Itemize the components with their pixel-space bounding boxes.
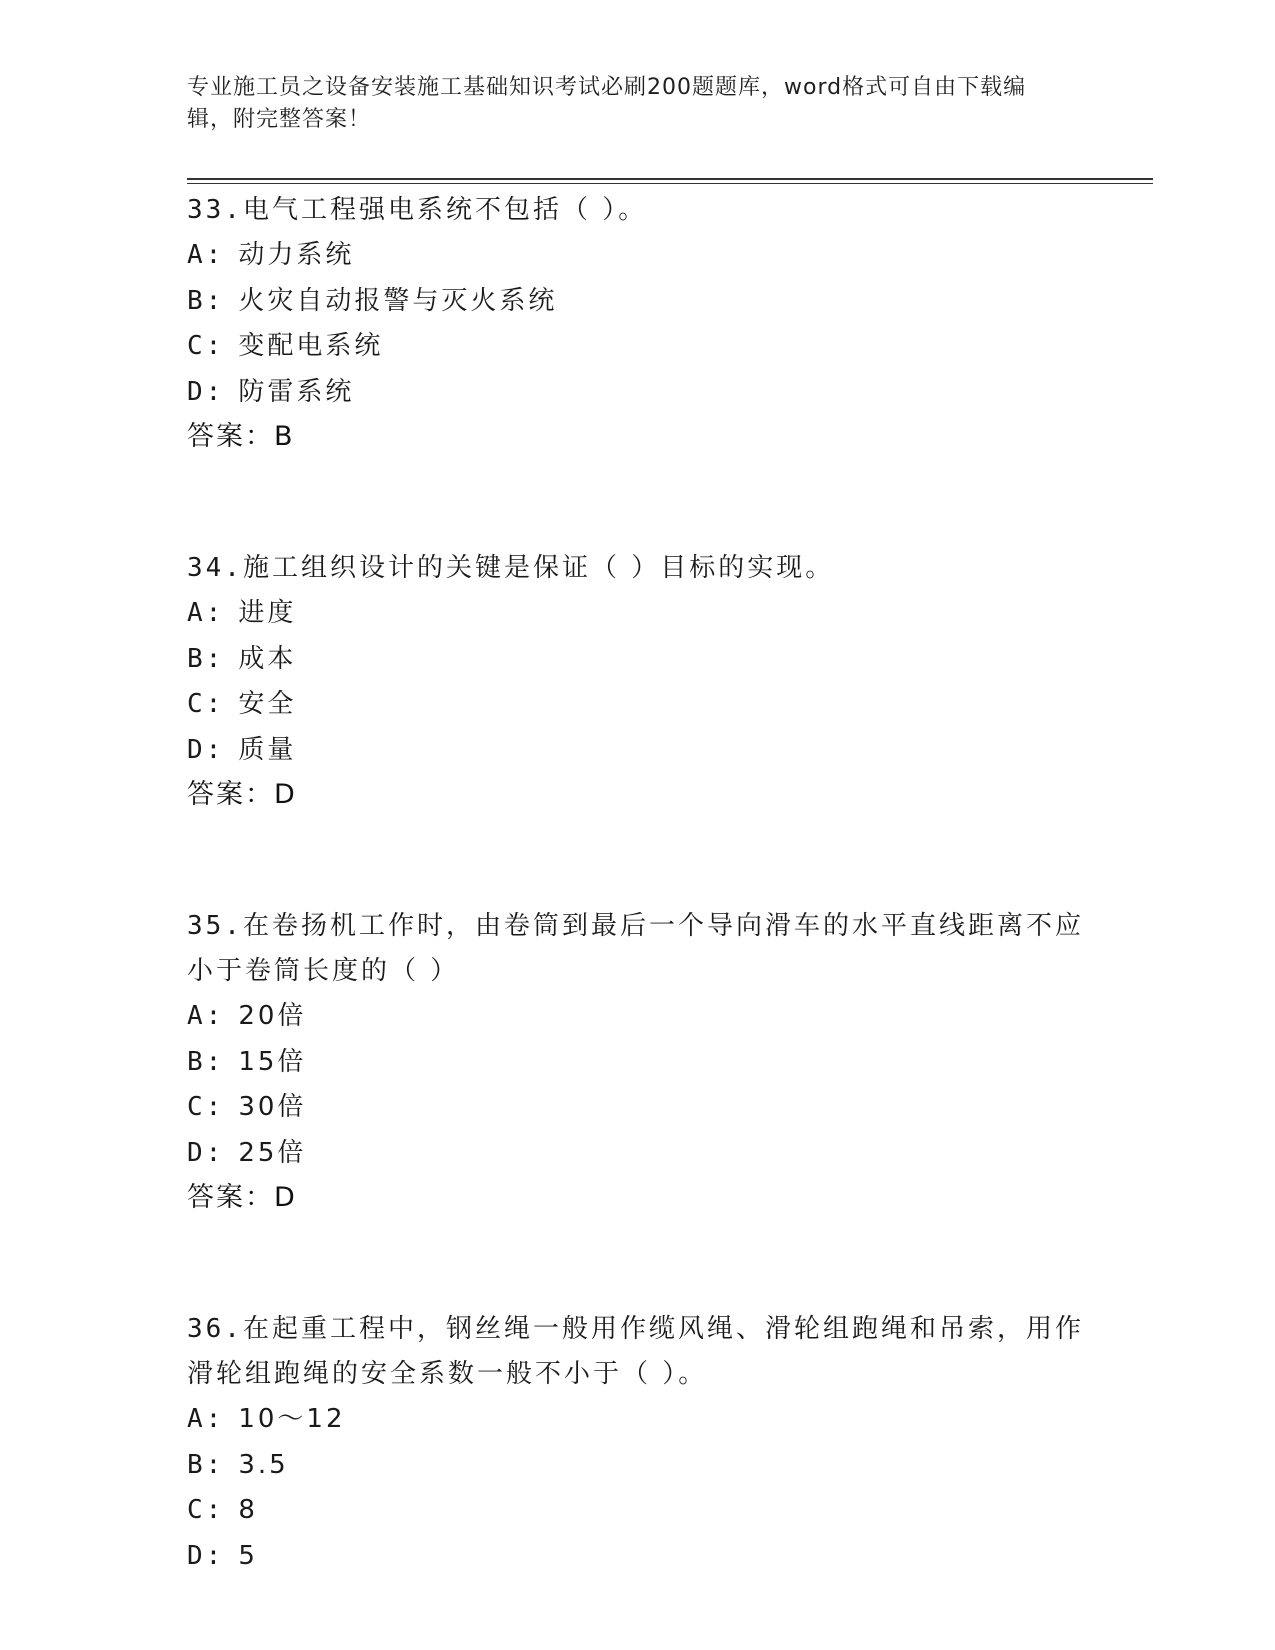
answer-line: 答案：D	[187, 1182, 297, 1213]
answer-line: 答案：D	[187, 779, 297, 810]
question-text: 在起重工程中，钢丝绳一般用作缆风绳、滑轮组跑绳和吊索，用作滑轮组跑绳的安全系数一般不小于（ ）。	[187, 1314, 1084, 1389]
option-text: 10～12	[238, 1404, 346, 1434]
header-rule-thick	[187, 178, 1153, 180]
question-list	[187, 188, 1087, 1579]
option-d	[187, 1131, 1087, 1177]
option-a	[187, 233, 1087, 279]
option-text: 火灾自动报警与灭火系统	[238, 285, 558, 316]
question-stem	[187, 546, 1087, 591]
option-key: A:	[187, 240, 225, 270]
question-stem	[187, 904, 1087, 994]
question-gap	[187, 817, 1087, 904]
question-gap	[187, 1220, 1087, 1307]
question-text: 电气工程强电系统不包括（ ）。	[242, 195, 648, 225]
option-c	[187, 1085, 1087, 1131]
option-key: B:	[187, 1449, 225, 1480]
option-c	[187, 1488, 1087, 1534]
option-a	[187, 994, 1087, 1040]
option-text: 20倍	[238, 1001, 307, 1031]
option-key: B:	[187, 285, 225, 316]
option-key: A:	[187, 1001, 225, 1031]
option-key: C:	[187, 1092, 225, 1122]
question-number: 33.	[187, 195, 243, 225]
option-key: A:	[187, 598, 225, 628]
option-key: C:	[187, 331, 225, 361]
question-number: 34.	[187, 553, 243, 583]
option-text: 25倍	[238, 1137, 307, 1168]
question-text: 施工组织设计的关键是保证（ ）目标的实现。	[242, 553, 835, 583]
header-rule-thin	[187, 183, 1153, 184]
option-d	[187, 370, 1087, 416]
option-text: 动力系统	[238, 240, 355, 270]
option-d	[187, 728, 1087, 774]
question-stem	[187, 188, 1087, 233]
option-text: 变配电系统	[238, 331, 384, 361]
option-b	[187, 279, 1087, 325]
question-gap	[187, 459, 1087, 546]
option-b	[187, 1443, 1087, 1489]
question-33	[187, 188, 1087, 459]
option-text: 防雷系统	[238, 376, 355, 407]
question-number: 36.	[187, 1314, 243, 1344]
option-text: 5	[238, 1540, 258, 1571]
question-34	[187, 546, 1087, 817]
question-stem	[187, 1307, 1087, 1397]
question-number: 35.	[187, 911, 243, 941]
option-key: D:	[187, 1137, 225, 1168]
question-36	[187, 1307, 1087, 1579]
option-key: C:	[187, 689, 225, 719]
option-c	[187, 682, 1087, 728]
option-key: A:	[187, 1404, 225, 1434]
option-text: 安全	[238, 689, 297, 719]
option-key: D:	[187, 1540, 225, 1571]
option-text: 15倍	[238, 1046, 307, 1077]
option-a	[187, 591, 1087, 637]
question-35	[187, 904, 1087, 1220]
question-text: 在卷扬机工作时，由卷筒到最后一个导向滑车的水平直线距离不应小于卷筒长度的（ ）	[187, 911, 1084, 986]
option-key: C:	[187, 1495, 225, 1525]
option-key: D:	[187, 734, 225, 765]
answer-line: 答案：B	[187, 421, 295, 452]
option-text: 8	[238, 1495, 258, 1525]
option-key: D:	[187, 376, 225, 407]
option-key: B:	[187, 1046, 225, 1077]
document-header: 专业施工员之设备安装施工基础知识考试必刷200题题库，word格式可自由下载编辑，附完整答案！	[187, 75, 1027, 132]
option-a	[187, 1397, 1087, 1443]
option-text: 成本	[238, 643, 297, 674]
option-b	[187, 637, 1087, 683]
option-text: 3.5	[238, 1449, 289, 1480]
option-c	[187, 324, 1087, 370]
option-text: 进度	[238, 598, 297, 628]
option-text: 质量	[238, 734, 297, 765]
option-key: B:	[187, 643, 225, 674]
option-text: 30倍	[238, 1092, 307, 1122]
option-d	[187, 1534, 1087, 1580]
option-b	[187, 1040, 1087, 1086]
